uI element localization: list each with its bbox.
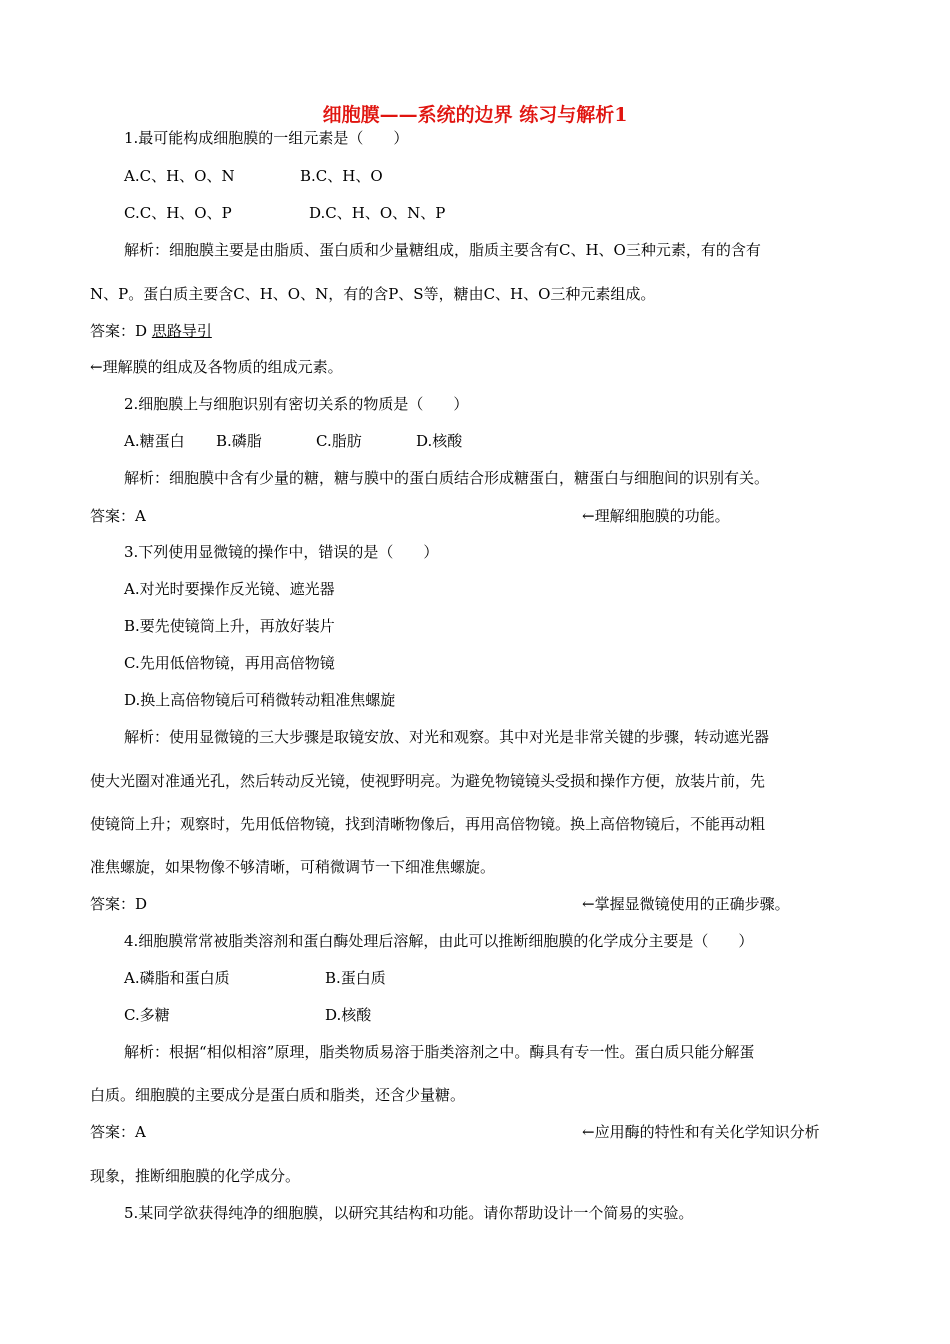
q4-stem: 4.细胞膜常常被脂类溶剂和蛋白酶处理后溶解，由此可以推断细胞膜的化学成分主要是（ ）	[124, 932, 754, 950]
q1-guide: ←理解膜的组成及各物质的组成元素。	[90, 358, 343, 376]
q2-option-b: B.磷脂	[216, 432, 262, 450]
q1-stem: 1.最可能构成细胞膜的一组元素是（ ）	[124, 129, 409, 147]
q3-option-b: B.要先使镜筒上升，再放好装片	[124, 617, 335, 635]
q3-analysis-line-3: 使镜筒上升；观察时，先用低倍物镜，找到清晰物像后，再用高倍物镜。换上高倍物镜后，不能再动粗	[90, 815, 766, 833]
q3-option-a: A.对光时要操作反光镜、遮光器	[124, 580, 335, 598]
q4-option-b: B.蛋白质	[325, 969, 386, 987]
q1-analysis-line-2: N、P。蛋白质主要含C、H、O、N，有的含P、S等，糖由C、H、O三种元素组成。	[90, 285, 656, 303]
q3-option-c: C.先用低倍物镜，再用高倍物镜	[124, 654, 335, 672]
q4-answer: 答案：A	[90, 1123, 146, 1141]
q2-option-c: C.脂肪	[316, 432, 362, 450]
q4-option-a: A.磷脂和蛋白质	[124, 969, 230, 987]
q2-option-d: D.核酸	[416, 432, 463, 450]
q4-guide-line-2: 现象，推断细胞膜的化学成分。	[90, 1167, 301, 1185]
q5-stem: 5.某同学欲获得纯净的细胞膜，以研究其结构和功能。请你帮助设计一个简易的实验。	[124, 1204, 694, 1222]
q4-guide-line-1: ←应用酶的特性和有关化学知识分析	[582, 1123, 820, 1141]
q3-answer: 答案：D	[90, 895, 148, 913]
q4-option-d: D.核酸	[325, 1006, 372, 1024]
q3-guide: ←掌握显微镜使用的正确步骤。	[582, 895, 790, 913]
q2-option-a: A.糖蛋白	[124, 432, 185, 450]
q2-analysis-line-1: 解析：细胞膜中含有少量的糖，糖与膜中的蛋白质结合形成糖蛋白，糖蛋白与细胞间的识别有关。	[124, 469, 770, 487]
q1-analysis-line-1: 解析：细胞膜主要是由脂质、蛋白质和少量糖组成，脂质主要含有C、H、O三种元素，有的含有	[124, 241, 761, 259]
q3-stem: 3.下列使用显微镜的操作中，错误的是（ ）	[124, 543, 439, 561]
q2-stem: 2.细胞膜上与细胞识别有密切关系的物质是（ ）	[124, 395, 469, 413]
q1-guide-label: 思路导引	[151, 322, 212, 340]
q1-option-b: B.C、H、O	[300, 167, 383, 185]
document-title: 细胞膜——系统的边界 练习与解析1	[322, 104, 628, 126]
q1-option-c: C.C、H、O、P	[124, 204, 232, 222]
q2-guide: ←理解细胞膜的功能。	[582, 507, 730, 525]
q4-option-c: C.多糖	[124, 1006, 170, 1024]
q3-analysis-line-1: 解析：使用显微镜的三大步骤是取镜安放、对光和观察。其中对光是非常关键的步骤，转动遮光器	[124, 728, 770, 746]
q4-analysis-line-2: 白质。细胞膜的主要成分是蛋白质和脂类，还含少量糖。	[90, 1086, 466, 1104]
q3-analysis-line-4: 准焦螺旋，如果物像不够清晰，可稍微调节一下细准焦螺旋。	[90, 858, 496, 876]
q3-analysis-line-2: 使大光圈对准通光孔，然后转动反光镜，使视野明亮。为避免物镜镜头受损和操作方便，放装片前，先	[90, 772, 766, 790]
q1-answer: 答案：D	[90, 322, 148, 340]
q1-option-d: D.C、H、O、N、P	[309, 204, 446, 222]
q2-answer: 答案：A	[90, 507, 146, 525]
q4-analysis-line-1: 解析：根据“相似相溶”原理，脂类物质易溶于脂类溶剂之中。酶具有专一性。蛋白质只能分解蛋	[124, 1043, 755, 1061]
q1-option-a: A.C、H、O、N	[124, 167, 235, 185]
q3-option-d: D.换上高倍物镜后可稍微转动粗准焦螺旋	[124, 691, 396, 709]
q1-answer-row	[90, 321, 212, 341]
